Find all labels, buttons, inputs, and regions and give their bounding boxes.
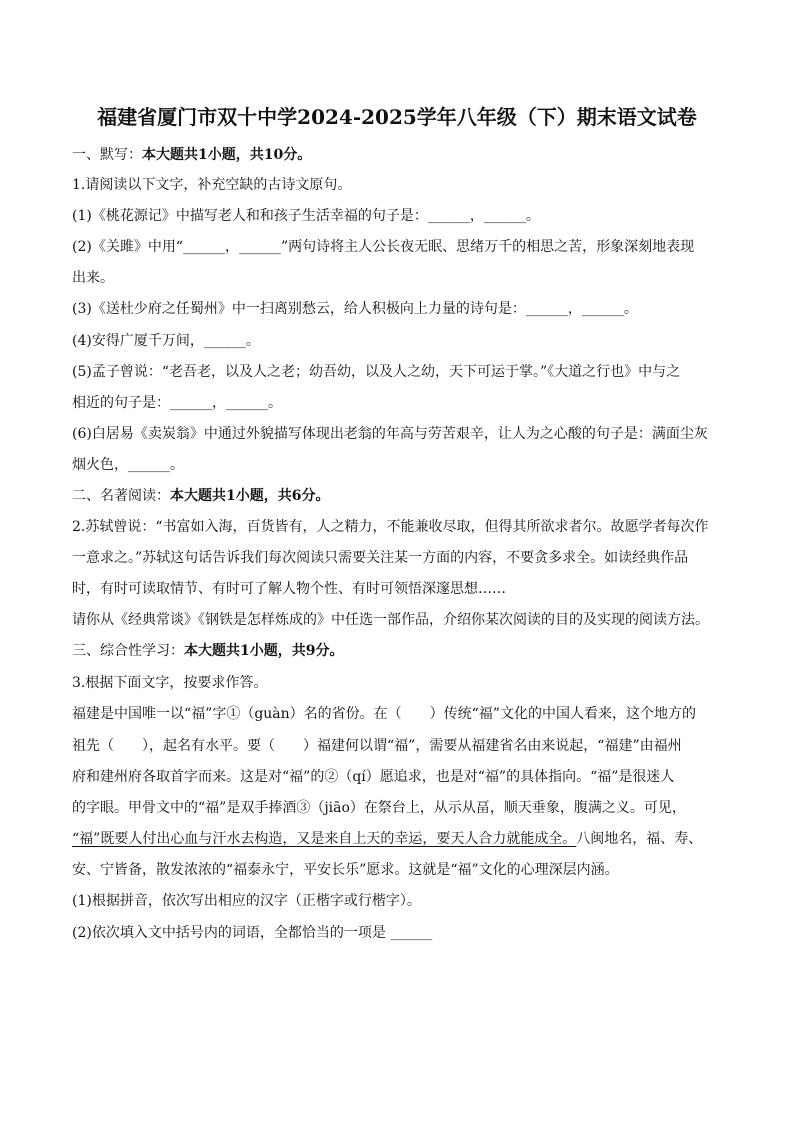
passage-line: 安、宁皆备，散发浓浓的“福泰永宁，平安长乐”愿求。这就是“福”文化的心理深层内涵。 (72, 862, 619, 878)
question-item-continued: 相近的句子是：______，______。 (72, 395, 282, 411)
question-item: (2)《关雎》中用“______，______”两句诗将主人公长夜无眠、思绪万千的相思之苦，形象深刻地表现 (72, 239, 695, 255)
question-text: 一意求之。”苏轼这句话告诉我们每次阅读只需要关注某一方面的内容，不要贪多求全。如读经典作品 (72, 550, 689, 566)
question-item: (5)孟子曾说：“老吾老，以及人之老；幼吾幼，以及人之幼，天下可运于掌。”《大道之行也》中与之 (72, 364, 681, 380)
question-text: 请你从《经典常谈》《钢铁是怎样炼成的》中任选一部作品，介绍你某次阅读的目的及实现的阅读方法。 (72, 612, 709, 628)
question-text: 2.苏轼曾说：“书富如入海，百货皆有，人之精力，不能兼收尽取，但得其所欲求者尔。故愿学者每次作 (72, 519, 709, 535)
question-item: (3)《送杜少府之任蜀州》中一扫离别愁云，给人积极向上力量的诗句是：______，______。 (72, 301, 638, 317)
question-stem: 3.根据下面文字，按要求作答。 (72, 675, 268, 691)
question-item: (4)安得广厦千万间，______。 (72, 333, 260, 349)
section-heading-dictation (72, 145, 311, 165)
question-item: (1)根据拼音，依次写出相应的汉字（正楷字或行楷字）。 (72, 893, 421, 909)
section-label: 二、名著阅读： (72, 488, 170, 504)
question-item: (6)白居易《卖炭翁》中通过外貌描写体现出老翁的年高与劳苦艰辛，让人为之心酸的句子是：满面尘灰 (72, 426, 708, 442)
section-label: 三、综合性学习： (72, 643, 184, 659)
question-text: 时，有时可读取情节、有时可了解人物个性、有时可领悟深邃思想…… (72, 581, 506, 597)
section-heading-integrated (72, 641, 343, 661)
question-item: (2)依次填入文中括号内的词语，全都恰当的一项是 ______ (72, 925, 433, 941)
passage-line: 祖先（ ），起名有水平。要（ ）福建何以谓“福”，需要从福建省名由来说起，“福建”由福州 (72, 738, 682, 754)
question-item-continued: 出来。 (72, 270, 114, 286)
passage-line: 福建是中国唯一以“福”字①（guàn）名的省份。在（ ）传统“福”文化的中国人看来，这个地方的 (72, 706, 696, 722)
question-item: (1)《桃花源记》中描写老人和和孩子生活幸福的句子是：______，______。 (72, 208, 540, 224)
underlined-sentence: “福”既要人付出心血与汗水去构造，又是来自上天的幸运，要天人合力就能成全。 (72, 831, 577, 847)
section-label: 一、默写： (72, 147, 142, 163)
section-info: 本大题共1小题，共9分。 (184, 643, 344, 659)
section-info: 本大题共1小题，共6分。 (170, 488, 330, 504)
question-item-continued: 烟火色，______。 (72, 457, 184, 473)
passage-text: 八闽地名，福、寿、 (576, 831, 703, 847)
passage-line: 府和建州府各取首字而来。这是对“福”的②（qí）愿追求，也是对“福”的具体指向。“福”是很迷人 (72, 769, 675, 785)
question-stem: 1.请阅读以下文字，补充空缺的古诗文原句。 (72, 177, 352, 193)
passage-line (72, 829, 702, 849)
page-title: 福建省厦门市双十中学2024-2025学年八年级（下）期末语文试卷 (97, 105, 697, 129)
section-info: 本大题共1小题，共10分。 (142, 147, 312, 163)
passage-line: 的字眼。甲骨文中的“福”是双手捧酒③（jiāo）在祭台上，从示从畐，顺天垂象，腹满之义。可见， (72, 800, 686, 816)
section-heading-classics (72, 486, 329, 506)
